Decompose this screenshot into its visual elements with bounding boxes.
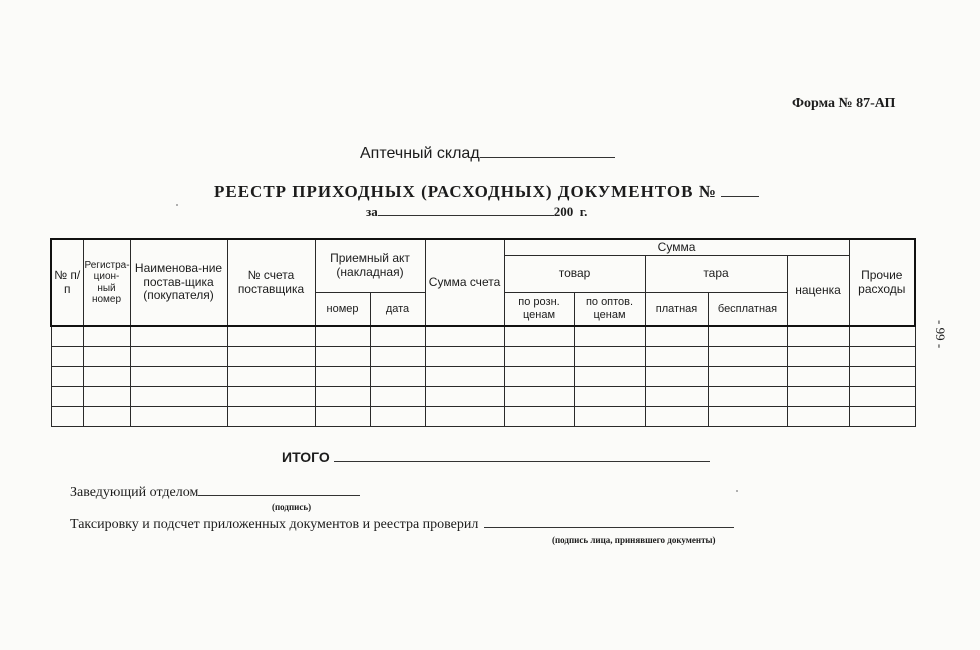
table-cell [849, 367, 915, 387]
table-cell [574, 387, 645, 407]
table-cell [130, 367, 227, 387]
col-header-act-date: дата [370, 293, 425, 327]
period-suffix: г. [579, 204, 588, 219]
period-line [366, 204, 587, 220]
checker-signature-blank [484, 515, 734, 528]
table-cell [315, 407, 370, 427]
table-cell [227, 347, 315, 367]
col-header-supplier-name: Наименова-ние постав-щика (покупателя) [130, 239, 227, 326]
period-year: 200 [553, 204, 574, 219]
table-cell [315, 387, 370, 407]
table-cell [51, 347, 83, 367]
table-cell [645, 387, 708, 407]
table-cell [130, 347, 227, 367]
checker-caption: (подпись лица, принявшего документы) [552, 535, 716, 545]
table-cell [504, 347, 574, 367]
col-header-sum: Сумма [504, 239, 849, 256]
col-header-retail: по розн. ценам [504, 293, 574, 327]
register-title-line [214, 182, 759, 202]
pharmacy-label: Аптечный склад [360, 145, 480, 162]
table-cell [504, 326, 574, 347]
table-cell [574, 407, 645, 427]
table-cell [708, 347, 787, 367]
table-cell [849, 387, 915, 407]
table-row [51, 407, 915, 427]
table-cell [130, 387, 227, 407]
table-cell [708, 326, 787, 347]
table-row [51, 347, 915, 367]
table-cell [645, 326, 708, 347]
col-header-packaging: тара [645, 256, 787, 293]
total-blank [334, 451, 710, 462]
table-cell [315, 367, 370, 387]
table-cell [645, 367, 708, 387]
table-cell [849, 407, 915, 427]
table-cell [504, 387, 574, 407]
table-cell [51, 407, 83, 427]
table-cell [574, 367, 645, 387]
col-header-other-expenses: Прочие расходы [849, 239, 915, 326]
register-table-body [51, 326, 915, 427]
table-cell [51, 326, 83, 347]
table-cell [425, 347, 504, 367]
period-prefix: за [366, 204, 378, 219]
table-cell [708, 367, 787, 387]
col-header-wholesale: по оптов. ценам [574, 293, 645, 327]
table-cell [849, 326, 915, 347]
table-cell [849, 347, 915, 367]
table-cell [708, 407, 787, 427]
table-cell [504, 367, 574, 387]
table-cell [708, 387, 787, 407]
register-number-blank [721, 184, 759, 197]
table-cell [370, 347, 425, 367]
col-header-act-number: номер [315, 293, 370, 327]
signature-caption: (подпись) [272, 502, 312, 512]
table-cell [425, 326, 504, 347]
table-cell [130, 326, 227, 347]
table-cell [787, 347, 849, 367]
col-header-markup: наценка [787, 256, 849, 327]
table-row [51, 326, 915, 347]
scan-speck [176, 204, 178, 206]
col-header-free: бесплатная [708, 293, 787, 327]
head-of-department-label: Заведующий отделом [70, 485, 199, 500]
head-of-department-line [70, 483, 360, 501]
period-blank [378, 205, 554, 216]
table-cell [315, 326, 370, 347]
form-number: Форма № 87-АП [792, 96, 896, 111]
table-cell [227, 326, 315, 347]
pharmacy-blank [480, 145, 615, 158]
register-table [50, 238, 916, 427]
head-signature-blank [198, 483, 360, 496]
table-cell [574, 326, 645, 347]
total-label: ИТОГО [282, 449, 330, 465]
table-row [51, 367, 915, 387]
table-cell [227, 407, 315, 427]
total-line [282, 449, 710, 465]
table-cell [227, 367, 315, 387]
table-cell [370, 407, 425, 427]
table-cell [787, 407, 849, 427]
check-statement: Таксировку и подсчет приложенных документов и реестра проверил [70, 517, 479, 532]
table-cell [370, 326, 425, 347]
table-cell [645, 347, 708, 367]
table-cell [425, 407, 504, 427]
table-cell [425, 367, 504, 387]
col-header-invoice-number: № счета поставщика [227, 239, 315, 326]
table-cell [504, 407, 574, 427]
col-header-acceptance-act: Приемный акт (накладная) [315, 239, 425, 293]
col-header-num: № п/п [51, 239, 83, 326]
col-header-invoice-sum: Сумма счета [425, 239, 504, 326]
table-cell [83, 326, 130, 347]
table-cell [51, 387, 83, 407]
table-cell [51, 367, 83, 387]
register-title: РЕЕСТР ПРИХОДНЫХ (РАСХОДНЫХ) ДОКУМЕНТОВ № [214, 182, 717, 201]
table-cell [370, 387, 425, 407]
table-cell [787, 326, 849, 347]
table-cell [370, 367, 425, 387]
table-cell [787, 367, 849, 387]
table-cell [83, 387, 130, 407]
side-page-number: - 99 - [933, 320, 948, 349]
table-row [51, 387, 915, 407]
table-cell [315, 347, 370, 367]
scan-speck [736, 490, 738, 492]
table-cell [83, 367, 130, 387]
table-cell [130, 407, 227, 427]
table-cell [83, 347, 130, 367]
table-cell [227, 387, 315, 407]
table-cell [83, 407, 130, 427]
table-cell [425, 387, 504, 407]
col-header-goods: товар [504, 256, 645, 293]
table-cell [574, 347, 645, 367]
col-header-reg-number: Регистра-цион-ный номер [83, 239, 130, 326]
table-cell [787, 387, 849, 407]
check-statement-line [70, 515, 734, 533]
table-cell [645, 407, 708, 427]
pharmacy-warehouse-line [360, 145, 615, 163]
col-header-paid: платная [645, 293, 708, 327]
